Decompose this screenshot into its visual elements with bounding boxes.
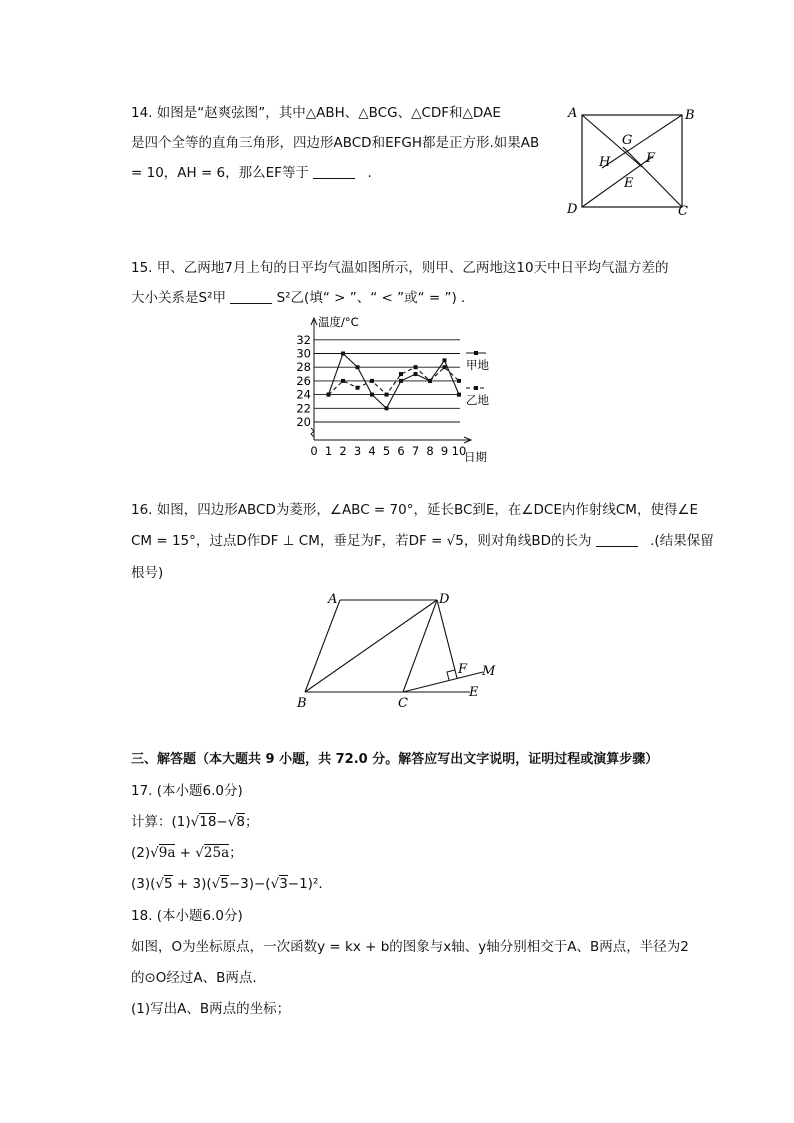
x-tick-label: 0: [310, 444, 318, 458]
plus-sign: +: [175, 845, 196, 861]
data-point: [356, 365, 360, 369]
legend-marker: [474, 386, 478, 390]
data-point: [457, 379, 461, 383]
x-tick-label: 2: [339, 444, 347, 458]
semicolon: ；: [229, 845, 243, 861]
radicand-8: 8: [236, 814, 245, 830]
radicand-5: 5: [220, 876, 229, 892]
data-point: [327, 393, 331, 397]
data-point: [385, 393, 389, 397]
radicand-3: 3: [279, 876, 288, 892]
data-point: [399, 379, 403, 383]
q17-line3-mid: + 3)(: [172, 876, 212, 892]
q14-line2: 是四个全等的直角三角形，四边形ABCD和EFGH都是正方形.如果AB: [131, 135, 540, 151]
q14-line3b: .: [367, 165, 372, 181]
sqrt-sign: √: [195, 845, 204, 861]
chart-legend: [466, 351, 489, 407]
label-m: M: [482, 664, 496, 679]
q17-line2-prefix: (2): [131, 845, 151, 861]
sqrt-sign: √: [270, 876, 280, 892]
q14-answer-blank[interactable]: [313, 164, 355, 179]
y-tick-label: 26: [296, 373, 311, 388]
label-e: E: [624, 176, 634, 191]
q16-line1: 16. 如图，四边形ABCD为菱形，∠ABC = 70°，延长BC到E，在∠DCE内作射线CM，使得∠E: [131, 502, 699, 518]
q14-line3: [131, 163, 372, 183]
x-tick-label: 9: [440, 444, 449, 458]
data-point: [341, 379, 345, 383]
data-point: [414, 372, 418, 376]
side-ab: [305, 600, 340, 692]
temperature-line-chart: [290, 312, 500, 467]
q17-line3-mid2: −3)−(: [228, 876, 271, 892]
q17-line3-end: −1)².: [287, 876, 323, 892]
right-angle-mark: [447, 670, 455, 680]
q17-line1: [131, 812, 258, 832]
data-point: [457, 393, 461, 397]
y-tick-label: 24: [296, 387, 311, 402]
q15-answer-blank[interactable]: [230, 289, 272, 304]
legend-label: 乙地: [466, 393, 489, 407]
sqrt-sign: √: [227, 814, 237, 830]
minus-sign: −: [216, 814, 228, 830]
segment-bh: [602, 115, 682, 168]
data-point: [370, 393, 374, 397]
q18-line1: 如图，O为坐标原点，一次函数y = kx + b的图象与x轴、y轴分别相交于A、B两点，半径为2: [131, 939, 689, 955]
data-point: [341, 352, 345, 356]
radicand-5: 5: [164, 876, 173, 892]
radicand-9a: 9a: [158, 845, 176, 861]
data-point: [370, 379, 374, 383]
radicand-18: 18: [199, 814, 217, 830]
q15-line2a: 大小关系是S²甲: [131, 290, 226, 306]
y-tick-label: 22: [296, 401, 311, 416]
legend-label: 甲地: [466, 358, 489, 372]
q18-line3: (1)写出A、B两点的坐标；: [131, 1001, 291, 1017]
q18-line2: 的⊙O经过A、B两点.: [131, 970, 257, 986]
legend-marker: [474, 351, 478, 355]
q16-answer-blank[interactable]: [596, 532, 638, 547]
section3-heading: 三、解答题（本大题共 9 小题，共 72.0 分。解答应写出文字说明，证明过程或演算步骤）: [131, 752, 659, 767]
diagonal-bd: [305, 600, 437, 692]
x-tick-label: 3: [353, 444, 362, 458]
x-tick-label: 7: [411, 444, 420, 458]
data-point: [399, 372, 403, 376]
sqrt-sign: √: [211, 876, 221, 892]
q15-line2: [131, 288, 465, 308]
square-abcd: [582, 115, 682, 207]
sqrt-sign: √: [150, 845, 159, 861]
label-c: C: [678, 204, 688, 219]
y-tick-label: 32: [296, 332, 311, 347]
q17-line3: [131, 874, 323, 894]
data-point: [356, 386, 360, 390]
x-tick-label: 1: [324, 444, 333, 458]
q17-line3-prefix: (3)(: [131, 876, 156, 892]
x-tick-label: 4: [368, 444, 376, 458]
label-c: C: [398, 696, 408, 711]
label-e: E: [469, 685, 479, 700]
label-f: F: [646, 151, 656, 166]
rhombus-figure: [285, 585, 515, 715]
x-tick-label: 10: [451, 444, 467, 458]
y-tick-label: 28: [296, 360, 311, 375]
q17-title: 17. (本小题6.0分): [131, 783, 243, 799]
q14-line1: 14. 如图是“赵爽弦图”，其中△ABH、△BCG、△CDF和△DAE: [131, 105, 501, 121]
q14-line3a: = 10，AH = 6，那么EF等于: [131, 165, 309, 181]
q16-line3: 根号): [131, 565, 164, 581]
q16-line2: [131, 531, 714, 551]
radicand-25a: 25a: [203, 845, 230, 861]
label-b: B: [685, 108, 695, 123]
x-tick-label: 5: [382, 444, 391, 458]
segment-ae: [582, 115, 642, 167]
data-point: [443, 365, 447, 369]
x-tick-label: 6: [397, 444, 405, 458]
y-tick-label: 30: [296, 346, 311, 361]
semicolon: ；: [244, 814, 259, 830]
segment-df: [437, 600, 457, 678]
zhao-shuang-string-figure: [560, 100, 700, 225]
q18-title: 18. (本小题6.0分): [131, 908, 243, 924]
sqrt-sign: √: [155, 876, 164, 892]
q15-line2b: S²乙(填“ > ”、“ < ”或“ = ”) .: [276, 290, 466, 306]
x-tick-label: 8: [426, 444, 434, 458]
label-d: D: [439, 592, 450, 607]
segment-df: [582, 157, 652, 207]
data-point: [414, 365, 418, 369]
data-point: [443, 358, 447, 362]
y-axis-label: 温度/°C: [318, 315, 359, 329]
data-point: [428, 379, 432, 383]
q16-line2b: .(结果保留: [650, 533, 714, 549]
label-d: D: [567, 202, 578, 217]
q17-line2: [131, 843, 243, 863]
label-b: B: [297, 696, 307, 711]
label-h: H: [599, 155, 611, 170]
q16-line2a: CM = 15°，过点D作DF ⊥ CM，垂足为F，若DF = √5，则对角线BD的长为: [131, 533, 592, 549]
q17-line1-prefix: 计算：(1): [131, 814, 191, 830]
label-f: F: [458, 662, 468, 677]
label-a: A: [568, 106, 578, 121]
data-point: [385, 406, 389, 410]
x-axis-label: 日期: [464, 450, 487, 464]
label-g: G: [622, 133, 633, 148]
label-a: A: [328, 592, 338, 607]
q15-line1: 15. 甲、乙两地7月上旬的日平均气温如图所示，则甲、乙两地这10天中日平均气温方差的: [131, 260, 669, 276]
y-tick-label: 20: [296, 415, 311, 429]
side-dc: [403, 600, 437, 692]
sqrt-sign: √: [190, 814, 200, 830]
chart-ticks: [296, 333, 466, 458]
